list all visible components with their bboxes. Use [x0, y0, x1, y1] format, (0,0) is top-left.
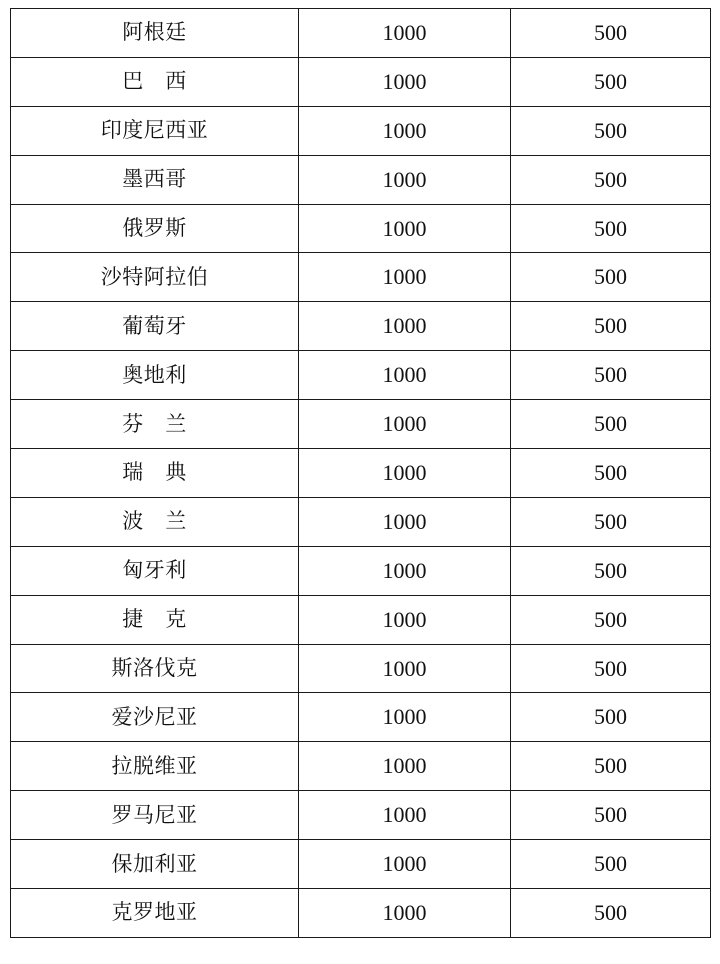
value-500-cell: 500: [511, 351, 711, 400]
value-500-cell: 500: [511, 497, 711, 546]
value-500-cell: 500: [511, 889, 711, 938]
table-row: [11, 546, 711, 595]
value-500-cell: 500: [511, 595, 711, 644]
value-500-cell: 500: [511, 400, 711, 449]
table-row: [11, 9, 711, 58]
country-cell: 俄罗斯: [11, 204, 299, 253]
value-500-cell: 500: [511, 204, 711, 253]
table-row: [11, 693, 711, 742]
table-row: [11, 253, 711, 302]
value-1000-cell: 1000: [299, 302, 511, 351]
country-cell: 巴 西: [11, 57, 299, 106]
table-row: [11, 742, 711, 791]
country-quota-table: [10, 8, 711, 938]
country-cell: 奥地利: [11, 351, 299, 400]
value-500-cell: 500: [511, 693, 711, 742]
value-500-cell: 500: [511, 57, 711, 106]
value-1000-cell: 1000: [299, 791, 511, 840]
country-cell: 克罗地亚: [11, 889, 299, 938]
country-cell: 爱沙尼亚: [11, 693, 299, 742]
value-500-cell: 500: [511, 791, 711, 840]
country-cell: 瑞 典: [11, 449, 299, 498]
value-1000-cell: 1000: [299, 497, 511, 546]
table-row: [11, 400, 711, 449]
table-row: [11, 106, 711, 155]
value-1000-cell: 1000: [299, 155, 511, 204]
country-cell: 保加利亚: [11, 840, 299, 889]
value-1000-cell: 1000: [299, 57, 511, 106]
country-cell: 匈牙利: [11, 546, 299, 595]
value-500-cell: 500: [511, 155, 711, 204]
country-cell: 罗马尼亚: [11, 791, 299, 840]
value-1000-cell: 1000: [299, 351, 511, 400]
table-row: [11, 840, 711, 889]
value-1000-cell: 1000: [299, 400, 511, 449]
value-500-cell: 500: [511, 546, 711, 595]
table-row: [11, 644, 711, 693]
table-body: [11, 9, 711, 938]
value-500-cell: 500: [511, 302, 711, 351]
value-1000-cell: 1000: [299, 693, 511, 742]
value-1000-cell: 1000: [299, 889, 511, 938]
table-row: [11, 889, 711, 938]
table-row: [11, 351, 711, 400]
table-row: [11, 791, 711, 840]
country-cell: 印度尼西亚: [11, 106, 299, 155]
value-500-cell: 500: [511, 742, 711, 791]
value-500-cell: 500: [511, 840, 711, 889]
country-cell: 捷 克: [11, 595, 299, 644]
value-500-cell: 500: [511, 449, 711, 498]
value-1000-cell: 1000: [299, 742, 511, 791]
table-row: [11, 595, 711, 644]
table-row: [11, 155, 711, 204]
value-500-cell: 500: [511, 9, 711, 58]
country-cell: 沙特阿拉伯: [11, 253, 299, 302]
table-row: [11, 302, 711, 351]
table-row: [11, 57, 711, 106]
value-1000-cell: 1000: [299, 546, 511, 595]
value-1000-cell: 1000: [299, 106, 511, 155]
value-1000-cell: 1000: [299, 9, 511, 58]
country-cell: 阿根廷: [11, 9, 299, 58]
country-cell: 拉脱维亚: [11, 742, 299, 791]
value-500-cell: 500: [511, 253, 711, 302]
value-1000-cell: 1000: [299, 449, 511, 498]
country-cell: 芬 兰: [11, 400, 299, 449]
value-1000-cell: 1000: [299, 204, 511, 253]
value-1000-cell: 1000: [299, 595, 511, 644]
value-1000-cell: 1000: [299, 644, 511, 693]
table-row: [11, 204, 711, 253]
table-row: [11, 449, 711, 498]
value-1000-cell: 1000: [299, 840, 511, 889]
country-cell: 波 兰: [11, 497, 299, 546]
value-500-cell: 500: [511, 644, 711, 693]
country-cell: 斯洛伐克: [11, 644, 299, 693]
country-cell: 墨西哥: [11, 155, 299, 204]
value-500-cell: 500: [511, 106, 711, 155]
country-cell: 葡萄牙: [11, 302, 299, 351]
table-row: [11, 497, 711, 546]
value-1000-cell: 1000: [299, 253, 511, 302]
